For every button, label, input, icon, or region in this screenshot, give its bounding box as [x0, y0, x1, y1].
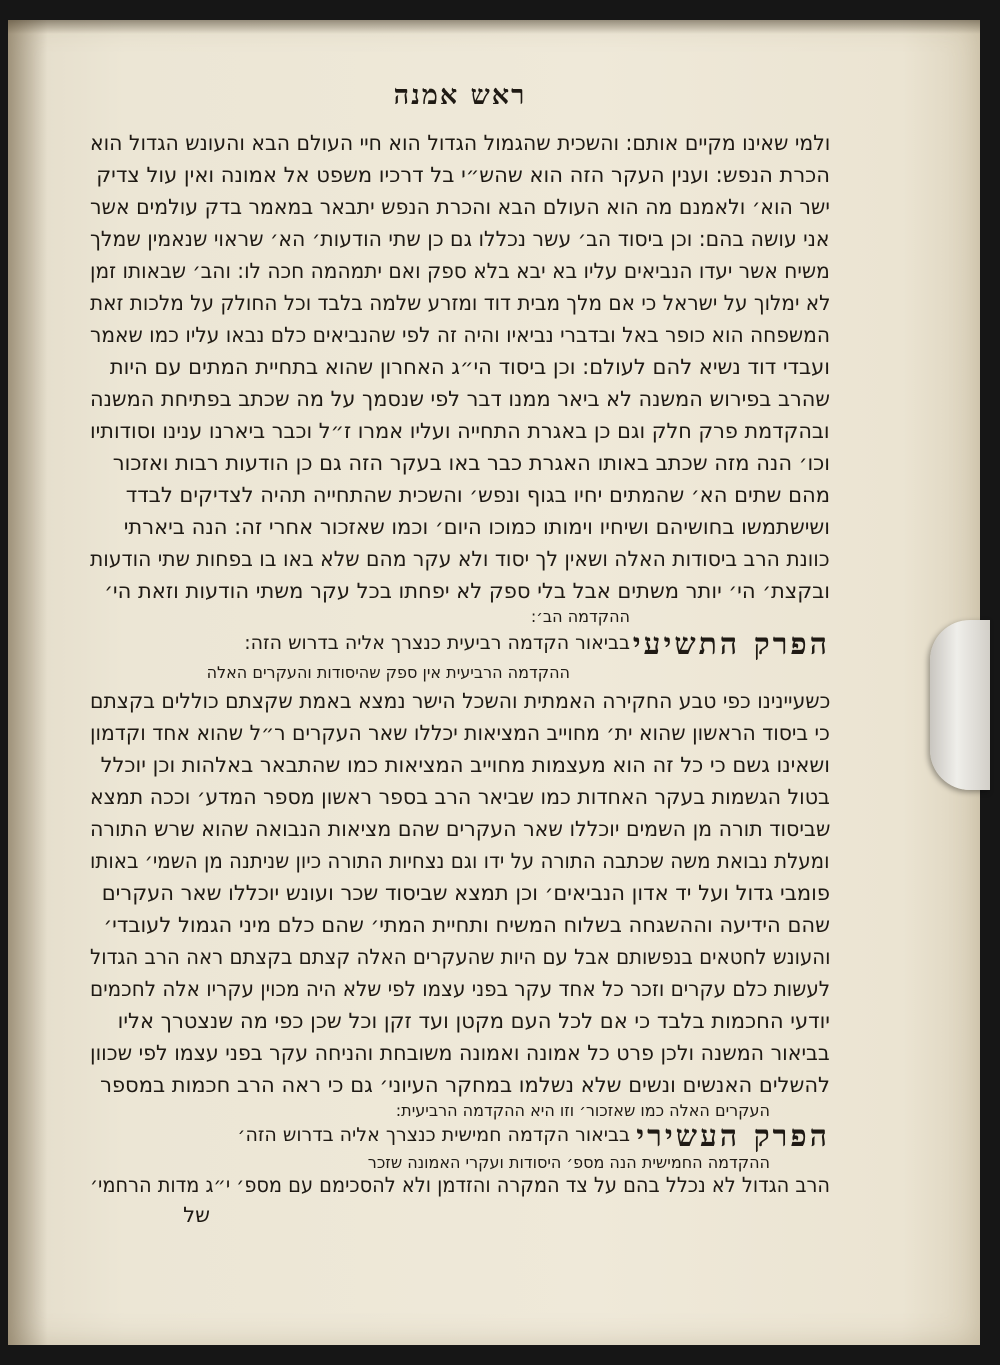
text-line: ולמי שאינו מקיים אותם: והשכית שהגמול הגדול הוא חיי העולם הבא והעונש הגדול הוא	[89, 131, 830, 155]
text-line: לעשות כלם עקרים וזכר כל אחד עקר בפני עצמו לפי שלא היה מכוין עקריו אלה לחכמים	[89, 977, 830, 1001]
chapter-title-10: הפרק העשירי	[636, 1119, 830, 1154]
text-line: להשלים האנשים ונשים שלא נשלמו במחקר העיוני׳ גם כי ראה הרב חכמות במספר	[100, 1073, 830, 1097]
page-top-shadow	[8, 20, 980, 34]
text-line: שהם הידיעה וההשגחה בשלוח המשיח ותחיית המתי׳ שהם כלם מיני הגמול לעובדי׳	[103, 913, 830, 937]
text-line: ישר הוא׳ ולאמנם מה הוא העולם הבא והכרת הנפש יתבאר במאמר בדק עולמים אשר	[90, 195, 830, 219]
page-clip-tab	[930, 620, 990, 790]
page-gutter-shadow	[8, 20, 48, 1345]
text-line: בביאור המשנה ולכן פרט כל אמונה ואמונה משובחת והניחה עקר בפני עצמו לפי שכוון	[90, 1041, 830, 1065]
text-line: ושישתמשו בחושיהם ושיחיו וימותו כמוכו היום׳ וכמו שאזכור אחרי זה: הנה ביארתי	[123, 515, 830, 539]
text-block	[89, 80, 830, 1227]
text-line: פומבי גדול ועל יד אדון הנביאים׳ וכן תמצא שביסוד שכר ועונש יוכללו שאר העקרים	[101, 881, 830, 905]
text-line: שהרב בפירוש המשנה לא ביאר ממנו דבר לפי שנסמך על מה שכתב בפתיחת המשנה	[89, 387, 830, 411]
section-transition-line: העקרים האלה כמו שאזכור׳ וזו היא ההקדמה הרביעית:	[395, 1101, 770, 1120]
text-line: לא ימלוך על ישראל כי אם מלך מבית דוד ומזרע שלמה בלבד וכל החולק על מלכות זאת	[89, 291, 830, 315]
text-line: יודעי החכמות בלבד כי אם לכל העם מקטן ועד זקן וכל שכן כפי מה שנצטרך אליו	[117, 1009, 830, 1033]
chapter-intro-9: ההקדמה הרביעית אין ספק שהיסודות והעקרים האלה	[206, 663, 570, 682]
chapter-title-9: הפרק התשיעי	[632, 627, 830, 662]
section-transition-line: ההקדמה הב׳:	[530, 607, 630, 626]
text-line: משיח אשר יעדו הנביאים עליו בא יבא בלא ספק ואם יתמהמה חכה לו: והב׳ שבאותו זמן	[90, 259, 830, 283]
text-line: כוונת הרב ביסודות האלה ושאין לך יסוד ולא עקר מהם שלא באו בו בפחות שתי הודעות	[90, 547, 830, 571]
text-line: וכו׳ הנה מזה שכתב באותו האגרת כבר באו בעקר הזה גם כן הודעות רבות ואזכור	[112, 451, 830, 475]
text-line: והעונש לחטאים בנפשותם אבל עם היות שהעקרים האלה קצתם בקצתם ראה הרב הגדול	[89, 945, 830, 969]
text-line: המשפחה הוא כופר באל ובדברי נביאיו והיה זה לפי שהנביאים כלם נבאו עליו כמו שאמר	[90, 323, 830, 347]
text-line: הכרת הנפש: וענין העקר הזה הוא שהש״י בל דרכיו משפט אל אמונה ואין עול צדיק	[96, 163, 830, 187]
text-line: מהם שתים הא׳ שהמתים יחיו בגוף ונפש׳ והשכית שהתחייה תהיה לצדיקים לבדד	[125, 483, 830, 507]
text-line: בטול הגשמות בעקר האחדות כמו שביאר הרב בספר ראשון מספר המדע׳ וככה תמצא	[90, 785, 830, 809]
text-line: ובקצת׳ הי׳ יותר משתים אבל בלי ספק לא יפחתו בכל עקר משתי הודעות וזאת הי׳	[104, 579, 830, 603]
text-line: אני עושה בהם: וכן ביסוד הב׳ עשר נכללו גם כן שתי הודעות׳ הא׳ שראוי שנאמין שמלך	[90, 227, 830, 251]
catchword: של	[183, 1203, 210, 1227]
chapter-subtitle-10: בביאור הקדמה חמישית כנצרך אליה בדרוש הזה׳	[237, 1124, 630, 1146]
chapter-subtitle-9: בביאור הקדמה רביעית כנצרך אליה בדרוש הזה:	[244, 632, 630, 654]
text-line: ועבדי דוד נשיא להם לעולם: וכן ביסוד הי״ג האחרון שהוא בתחיית המתים עם היות	[109, 355, 830, 379]
text-line: שביסוד תורה מן השמים יוכללו שאר העקרים שהם מציאות הנבואה שהוא שרש התורה	[89, 817, 830, 841]
running-head: ראש אמנה	[393, 80, 527, 111]
text-line: ושאינו גשם כי כל זה הוא מעצמות מחוייב המציאות כמו שהתבאר באלהות וכן יוכלל	[100, 753, 830, 777]
text-line: כי ביסוד הראשון שהוא ית׳ מחוייב המציאות יכללו שאר העקרים ר״ל שהוא אחד וקדמון	[90, 721, 830, 745]
text-line: כשעיינינו כפי טבע החקירה האמתית והשכל הישר נמצא באמת שקצתם כוללים בקצתם	[89, 689, 830, 713]
text-line: ומעלת נבואת משה שכתבה התורה על ידו וגם נצחיות התורה כיון שניתנה מן השמי׳ באותו	[90, 849, 830, 873]
text-line: הרב הגדול לא נכלל בהם על צד המקרה והזדמן ולא להסכימם עם מספ׳ י״ג מדות הרחמי׳	[89, 1173, 830, 1197]
chapter-intro-10: ההקדמה החמישית הנה מספ׳ היסודות ועקרי האמונה שזכר	[367, 1153, 770, 1172]
text-line: ובהקדמת פרק חלק וגם כן באגרת התחייה ועליו אמרו ז״ל וכבר ביארנו ענינו וסודותיו	[90, 419, 830, 443]
